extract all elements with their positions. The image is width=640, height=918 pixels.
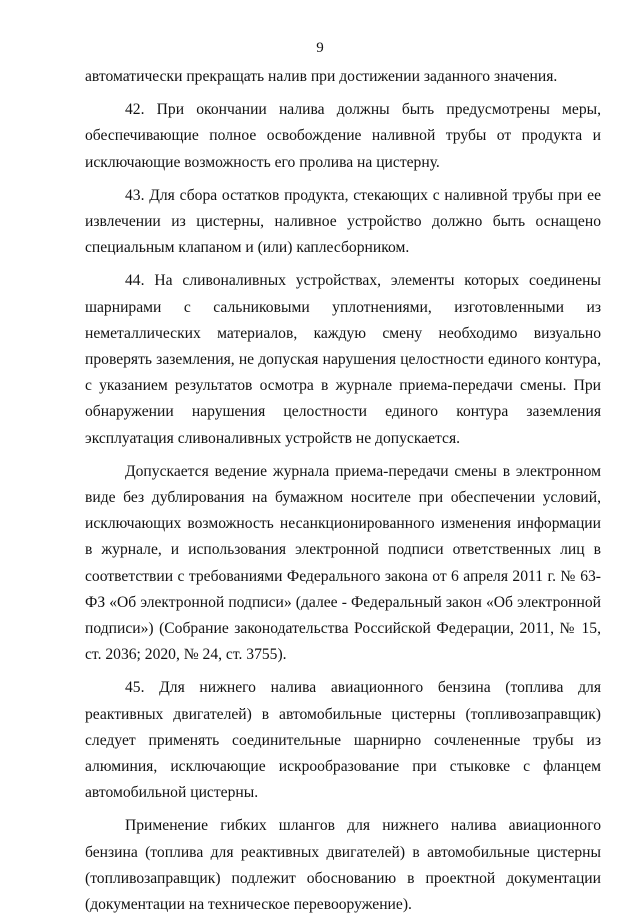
paragraph-44-electronic-journal: Допускается ведение журнала приема-передачи смены в электронном виде без дублирования на бумажном носителе при обеспечении условий, исключающих возможность несанкционированного изменения информации в журнале, и использования электронной подписи ответственных лиц в соответствии с требованиями Федерального закона от 6 апреля 2011 г. № 63-ФЗ «Об электронной подписи» (далее - Федеральный закон «Об электронной подписи») (Собрание законодательства Российской Федерации, 2011, № 15, ст. 2036; 2020, № 24, ст. 3755). [85,462,601,664]
page-number: 9 [316,40,324,56]
paragraph-45-flexible-hoses: Применение гибких шлангов для нижнего налива авиационного бензина (топлива для реактивных двигателей) в автомобильные цистерны (топливозаправщик) подлежит обоснованию в проектной документации (документации на техническое перевооружение). [85,817,601,914]
paragraph-42: 42. При окончании налива должны быть предусмотрены меры, обеспечивающие полное освобождение наливной трубы от продукта и исключающие возможность его пролива на цистерну. [85,101,601,171]
paragraph-44: 44. На сливоналивных устройствах, элементы которых соединены шарнирами с сальниковыми уплотнениями, изготовленными из неметаллических материалов, каждую смену необходимо визуально проверять заземления, не допуская нарушения целостности единого контура, с указанием результатов осмотра в журнале приема-передачи смены. При обнаружении нарушения целостности единого контура заземления эксплуатация сливоналивных устройств не допускается. [85,272,601,447]
paragraph-45: 45. Для нижнего налива авиационного бензина (топлива для реактивных двигателей) в автомобильные цистерны (топливозаправщик) следует применять соединительные шарнирно сочлененные трубы из алюминия, исключающие искрообразование при стыковке с фланцем автомобильной цистерны. [85,679,601,802]
document-body [85,64,601,918]
paragraph-43: 43. Для сбора остатков продукта, стекающих с наливной трубы при ее извлечении из цистерны, наливное устройство должно быть оснащено специальным клапаном и (или) каплесборником. [85,186,601,257]
paragraph-continuation: автоматически прекращать налив при достижении заданного значения. [85,68,558,85]
